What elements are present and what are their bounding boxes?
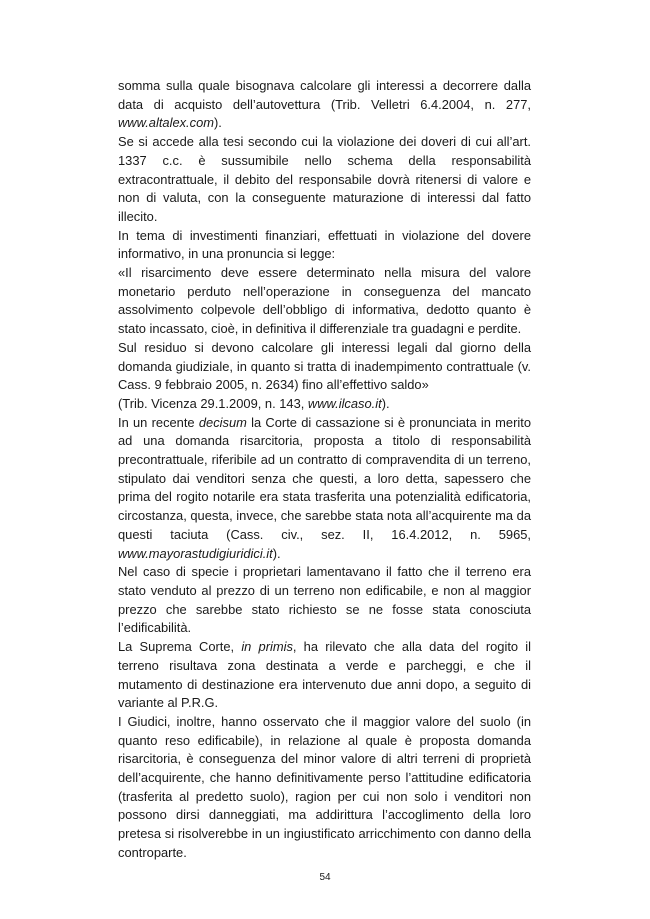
text-run: I Giudici, inoltre, hanno osservato che il maggior valore del suolo (in quanto reso edificabile), in relazione al quale è proposta domanda risarcitoria, è conseguenza del minor valore di altri terreni di proprietà dell’acquirente, che hanno definitivamente perso l’attitudine edificatoria (trasferita al predetto suolo), ragion per cui non solo i venditori non possono dirsi danneggiati, ma addirittura l’accoglimento della loro pretesa si risolverebbe in un ingiustificato arricchimento con danno della controparte. (118, 713, 531, 860)
text-run: (Trib. Vicenza 29.1.2009, n. 143, (118, 395, 308, 411)
paragraph (118, 395, 531, 414)
text-run: somma sulla quale bisognava calcolare gli interessi a decorrere dalla data di acquisto dell’autovettura (Trib. Velletri 6.4.2004, n. 277, (118, 78, 531, 112)
paragraph (118, 227, 531, 264)
text-run: In tema di investimenti finanziari, effettuati in violazione del dovere informativo, in una pronuncia si legge: (118, 227, 531, 262)
text-run: ). (381, 395, 390, 411)
body-text (118, 77, 531, 863)
paragraph (118, 133, 531, 227)
text-run: La Suprema Corte, (118, 639, 242, 655)
italic-text: decisum (198, 414, 247, 430)
text-run: , ha rilevato che alla data del rogito il terreno risultava zona destinata a verde e parcheggi, e che il mutamento di destinazione era intervenuto due anni dopo, a seguito di variante al P.R.G. (118, 639, 531, 711)
text-run: Sul residuo si devono calcolare gli interessi legali dal giorno della domanda giudiziale, in quanto si tratta di inadempimento contrattuale (v. Cass. 9 febbraio 2005, n. 2634) fino all’effettivo saldo» (118, 339, 531, 393)
paragraph (118, 264, 531, 339)
paragraph (118, 563, 531, 638)
paragraph (118, 713, 531, 863)
italic-text: www.ilcaso.it (307, 395, 382, 411)
italic-text: in primis (241, 639, 293, 655)
text-run: la Corte di cassazione si è pronunciata in merito ad una domanda risarcitoria, proposta a titolo di responsabilità precontrattuale, riferibile ad un contratto di compravendita di un terreno, stipulato dai venditori senza che questi, a loro detta, sapessero che prima del rogito notarile era stata trasferita una potenzialità edificatoria, circostanza, questa, invece, che sarebbe stata nota all’acquirente ma da questi taciuta (Cass. civ., sez. II, 16.4.2012, n. 5965, (118, 414, 531, 542)
italic-text: www.mayorastudigiuridici.it (118, 545, 273, 561)
text-run: Nel caso di specie i proprietari lamentavano il fatto che il terreno era stato venduto al prezzo di un terreno non edificabile, e non al maggior prezzo che sarebbe stato richiesto se ne fosse stata conosciuta l’edificabilità. (118, 564, 531, 636)
paragraph (118, 638, 531, 713)
text-run: «Il risarcimento deve essere determinato nella misura del valore monetario perduto nell’operazione in conseguenza del mancato assolvimento colpevole dell’obbligo di informativa, dedotto quanto è stato incassato, cioè, in definitiva il differenziale tra guadagni e perdite. (118, 265, 531, 337)
italic-text: www.altalex.com (118, 115, 214, 131)
paragraph (118, 77, 531, 133)
text-run: ). (214, 115, 222, 131)
paragraph (118, 339, 531, 395)
text-run: Se si accede alla tesi secondo cui la violazione dei doveri di cui all’art. 1337 c.c. è sussumibile nello schema della responsabilità extracontrattuale, il debito del responsabile dovrà ritenersi di valore e non di valuta, con la conseguente maturazione di interessi dal fatto illecito. (118, 134, 531, 224)
text-run: ). (272, 545, 281, 561)
page-number: 54 (319, 872, 331, 883)
paragraph (118, 414, 531, 564)
text-run: In un recente (118, 414, 199, 430)
